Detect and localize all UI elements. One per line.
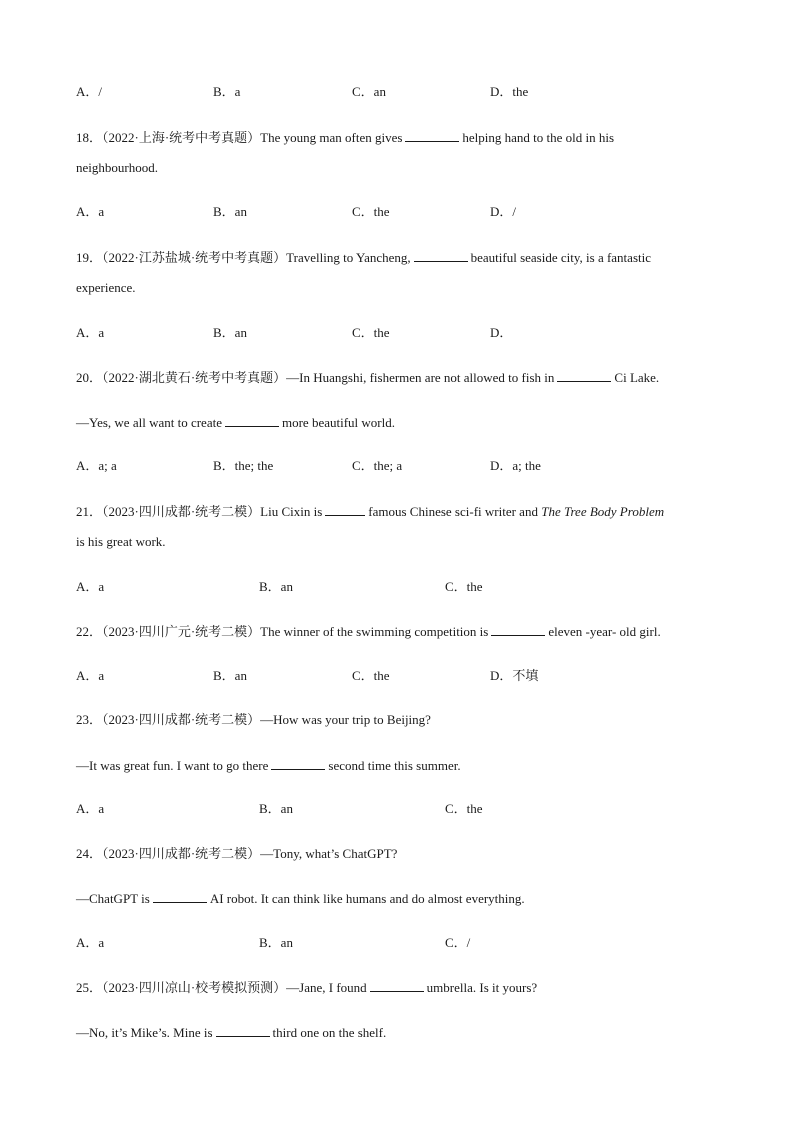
q25-line2-suffix: third one on the shelf.: [272, 1025, 387, 1040]
q22-suffix: eleven -year- old girl.: [548, 624, 661, 639]
q21-middle: famous Chinese sci-fi writer and: [368, 504, 538, 519]
q18-option-b[interactable]: B．an: [213, 204, 247, 219]
q18-stem: [76, 129, 718, 146]
q18-prefix: 18．（2022·上海·统考中考真题）The young man often gives: [76, 130, 403, 145]
q22-option-a[interactable]: A．a: [76, 668, 105, 683]
q23-line2-suffix: second time this summer.: [328, 758, 461, 773]
q18-stem-line2: neighbourhood.: [76, 160, 158, 175]
q21-option-a[interactable]: A．a: [76, 579, 105, 594]
q20-prefix: 20．（2022·湖北黄石·统考中考真题）—In Huangshi, fishermen are not allowed to fish in: [76, 370, 555, 385]
q18-option-c[interactable]: C．the: [352, 204, 390, 219]
q23-blank: [271, 757, 325, 770]
q23-option-b[interactable]: B．an: [259, 801, 293, 816]
q22-option-d[interactable]: D．不填: [490, 668, 539, 683]
q20-option-b[interactable]: B．the; the: [213, 458, 274, 473]
q25-stem: [76, 979, 718, 996]
q21-option-b[interactable]: B．an: [259, 579, 293, 594]
q20-line2-suffix: more beautiful world.: [281, 415, 395, 430]
q22-blank: [491, 623, 545, 636]
q24-line2-prefix: —ChatGPT is: [76, 891, 150, 906]
q20-blank-1: [557, 369, 611, 382]
q18-option-a[interactable]: A．a: [76, 204, 105, 219]
q25-blank-1: [370, 979, 424, 992]
q23-line2-prefix: —It was great fun. I want to go there: [76, 758, 269, 773]
q17-option-d[interactable]: D．the: [490, 84, 529, 99]
q19-option-c[interactable]: C．the: [352, 325, 390, 340]
q24-line2-suffix: AI robot. It can think like humans and do almost everything.: [209, 891, 525, 906]
q19-option-b[interactable]: B．an: [213, 325, 247, 340]
q20-line2-prefix: —Yes, we all want to create: [76, 415, 222, 430]
q19-stem-line2: experience.: [76, 280, 136, 295]
q19-option-a[interactable]: A．a: [76, 325, 105, 340]
q24-stem-line2: [76, 890, 718, 907]
q20-option-a[interactable]: A．a; a: [76, 458, 117, 473]
q21-prefix: 21．（2023·四川成都·统考二模）Liu Cixin is: [76, 504, 323, 519]
q25-prefix: 25．（2023·四川凉山·校考模拟预测）—Jane, I found: [76, 980, 367, 995]
q21-book-title: The Tree Body Problem: [541, 504, 665, 519]
q19-stem: [76, 249, 718, 266]
q20-stem: [76, 369, 718, 386]
q20-stem-line2: [76, 414, 718, 431]
q20-option-c[interactable]: C．the; a: [352, 458, 403, 473]
q22-option-c[interactable]: C．the: [352, 668, 390, 683]
q20-option-d[interactable]: D．a; the: [490, 458, 541, 473]
q21-blank: [325, 503, 365, 516]
q22-stem: [76, 623, 718, 640]
q20-blank-2: [225, 414, 279, 427]
q17-option-a[interactable]: A．/: [76, 84, 103, 99]
q17-option-c[interactable]: C．an: [352, 84, 386, 99]
q24-blank: [153, 890, 207, 903]
q24-option-b[interactable]: B．an: [259, 935, 293, 950]
q24-option-c[interactable]: C．/: [445, 935, 471, 950]
q21-option-c[interactable]: C．the: [445, 579, 483, 594]
q17-option-b[interactable]: B．a: [213, 84, 241, 99]
q20-suffix: Ci Lake.: [614, 370, 660, 385]
q21-stem: [76, 503, 718, 520]
q25-line2-prefix: —No, it’s Mike’s. Mine is: [76, 1025, 213, 1040]
q23-stem: 23．（2023·四川成都·统考二模）—How was your trip to Beijing?: [76, 712, 431, 727]
q25-stem-line2: [76, 1024, 718, 1041]
q23-stem-line2: [76, 757, 718, 774]
q22-option-b[interactable]: B．an: [213, 668, 247, 683]
q19-suffix: beautiful seaside city, is a fantastic: [470, 250, 651, 265]
q18-suffix: helping hand to the old in his: [462, 130, 615, 145]
q19-prefix: 19．（2022·江苏盐城·统考中考真题）Travelling to Yancheng,: [76, 250, 411, 265]
q25-blank-2: [216, 1024, 270, 1037]
q19-blank: [414, 249, 468, 262]
q19-option-d[interactable]: D．: [490, 325, 513, 340]
q18-blank: [405, 129, 459, 142]
q23-option-a[interactable]: A．a: [76, 801, 105, 816]
q23-option-c[interactable]: C．the: [445, 801, 483, 816]
q21-stem-line2: is his great work.: [76, 534, 166, 549]
q24-stem: 24．（2023·四川成都·统考二模）—Tony, what’s ChatGPT?: [76, 846, 398, 861]
q18-option-d[interactable]: D．/: [490, 204, 517, 219]
q24-option-a[interactable]: A．a: [76, 935, 105, 950]
q25-suffix: umbrella. Is it yours?: [426, 980, 538, 995]
q22-prefix: 22．（2023·四川广元·统考二模）The winner of the swimming competition is: [76, 624, 489, 639]
